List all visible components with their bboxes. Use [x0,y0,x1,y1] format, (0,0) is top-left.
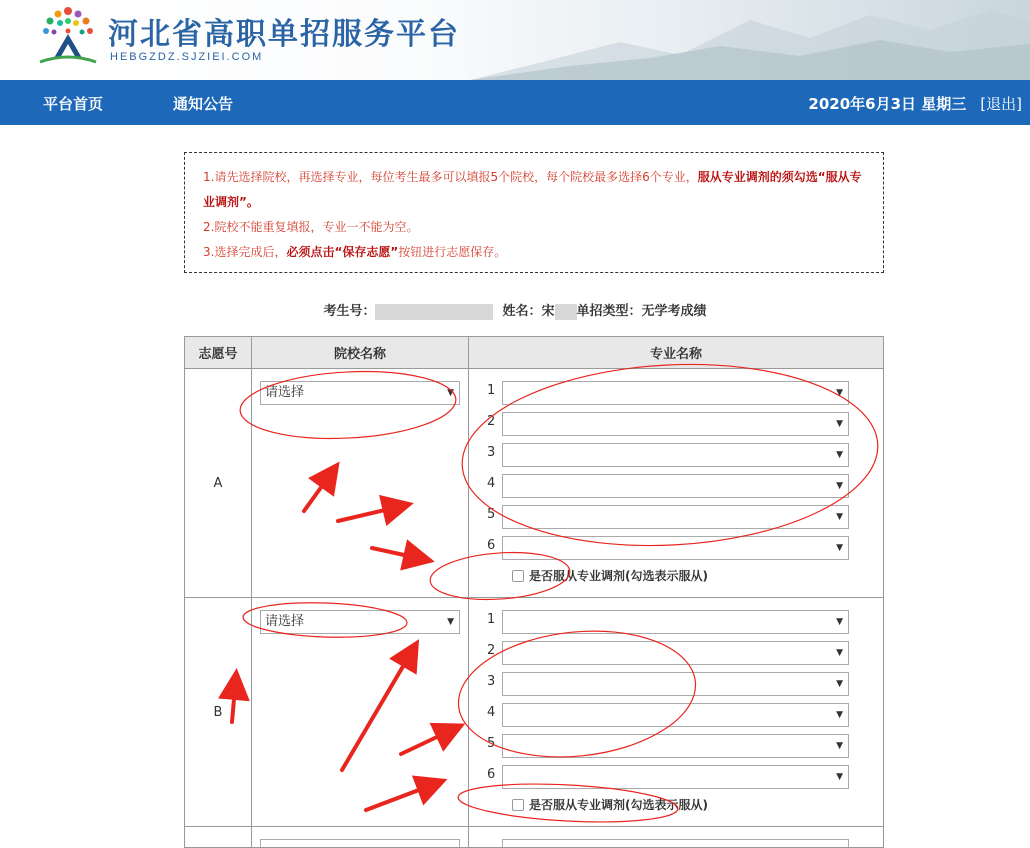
candidate-info [0,300,1030,320]
school-select[interactable] [260,381,460,405]
chevron-down-icon: ▼ [836,512,843,522]
choice-label: A [185,369,252,598]
preference-table [184,336,884,848]
notice-line3-bold: 必须点击“保存志愿” [286,245,399,259]
choice-label-partial [185,827,252,848]
chevron-down-icon: ▼ [836,741,843,751]
major-select[interactable] [502,443,849,467]
exam-number-label: 考生号： [323,304,376,319]
major-index: 5 [487,736,496,751]
school-select[interactable] [260,610,460,634]
major-select[interactable] [502,734,849,758]
major-index: 6 [487,538,496,553]
header-major: 专业名称 [469,337,884,369]
chevron-down-icon: ▼ [836,648,843,658]
header-school: 院校名称 [252,337,469,369]
school-select-value: 请选择 [265,385,305,400]
nav-home[interactable]: 平台首页 [43,95,104,113]
chevron-down-icon: ▼ [836,543,843,553]
nav-right [808,93,1022,114]
major-index: 1 [487,612,496,627]
notice-line3-a: 3.选择完成后， [203,245,287,259]
site-header [0,0,1030,80]
notice-line1: 1.请先选择院校，再选择专业，每位考生最多可以填报5个院校，每个院校最多选择6个专业， [203,170,698,184]
major-index: 5 [487,507,496,522]
chevron-down-icon: ▼ [836,450,843,460]
major-select[interactable] [502,839,849,847]
main-nav [0,80,1030,125]
notice-line2: 2.院校不能重复填报，专业一不能为空。 [203,220,419,234]
chevron-down-icon: ▼ [447,617,454,627]
major-index: 4 [487,705,496,720]
instructions-box [184,152,884,273]
notice-line1-bold: 服从专业调剂的须勾选“服从专业调剂”。 [203,170,862,209]
header-choice-no: 志愿号 [185,337,252,369]
tree-logo-icon [34,4,102,66]
chevron-down-icon: ▼ [836,772,843,782]
major-select[interactable] [502,641,849,665]
adjust-checkbox[interactable] [512,799,524,811]
adjust-label: 是否服从专业调剂(勾选表示服从) [529,798,708,812]
major-select[interactable] [502,672,849,696]
major-index: 1 [487,383,496,398]
nav-notices[interactable]: 通知公告 [173,95,234,113]
major-index: 3 [487,674,496,689]
major-index: 4 [487,476,496,491]
major-index: 2 [487,643,496,658]
chevron-down-icon: ▼ [836,419,843,429]
table-row [185,598,884,827]
current-date: 2020年6月3日 星期三 [808,95,967,113]
table-row [185,369,884,598]
logout-link[interactable]: [退出] [980,95,1022,113]
adjust-checkbox[interactable] [512,570,524,582]
site-title: 河北省高职单招服务平台 [108,17,460,52]
redacted-name [555,304,577,320]
chevron-down-icon: ▼ [836,617,843,627]
chevron-down-icon: ▼ [836,710,843,720]
choice-label: B [185,598,252,827]
chevron-down-icon: ▼ [836,481,843,491]
major-select[interactable] [502,703,849,727]
major-index: 2 [487,414,496,429]
major-select[interactable] [502,610,849,634]
site-domain: HEBGZDZ.SJZIEI.COM [110,51,264,63]
adjust-option [487,796,883,824]
table-row [185,827,884,848]
major-select[interactable] [502,381,849,405]
adjust-label: 是否服从专业调剂(勾选表示服从) [529,569,708,583]
major-select[interactable] [502,765,849,789]
adjust-option [487,567,883,595]
mountain-banner [470,0,1030,80]
chevron-down-icon: ▼ [447,388,454,398]
major-select[interactable] [502,474,849,498]
major-select[interactable] [502,412,849,436]
type-label: 单招类型：无学考成绩 [576,304,707,319]
name-label: 姓名：宋 [502,304,555,319]
chevron-down-icon: ▼ [836,388,843,398]
school-select[interactable] [260,839,460,847]
major-index: 3 [487,445,496,460]
major-index: 6 [487,767,496,782]
major-select[interactable] [502,536,849,560]
redacted-exam-number [375,304,493,320]
notice-line3-c: 按钮进行志愿保存。 [398,245,507,259]
major-select[interactable] [502,505,849,529]
chevron-down-icon: ▼ [836,679,843,689]
school-select-value: 请选择 [265,614,305,629]
